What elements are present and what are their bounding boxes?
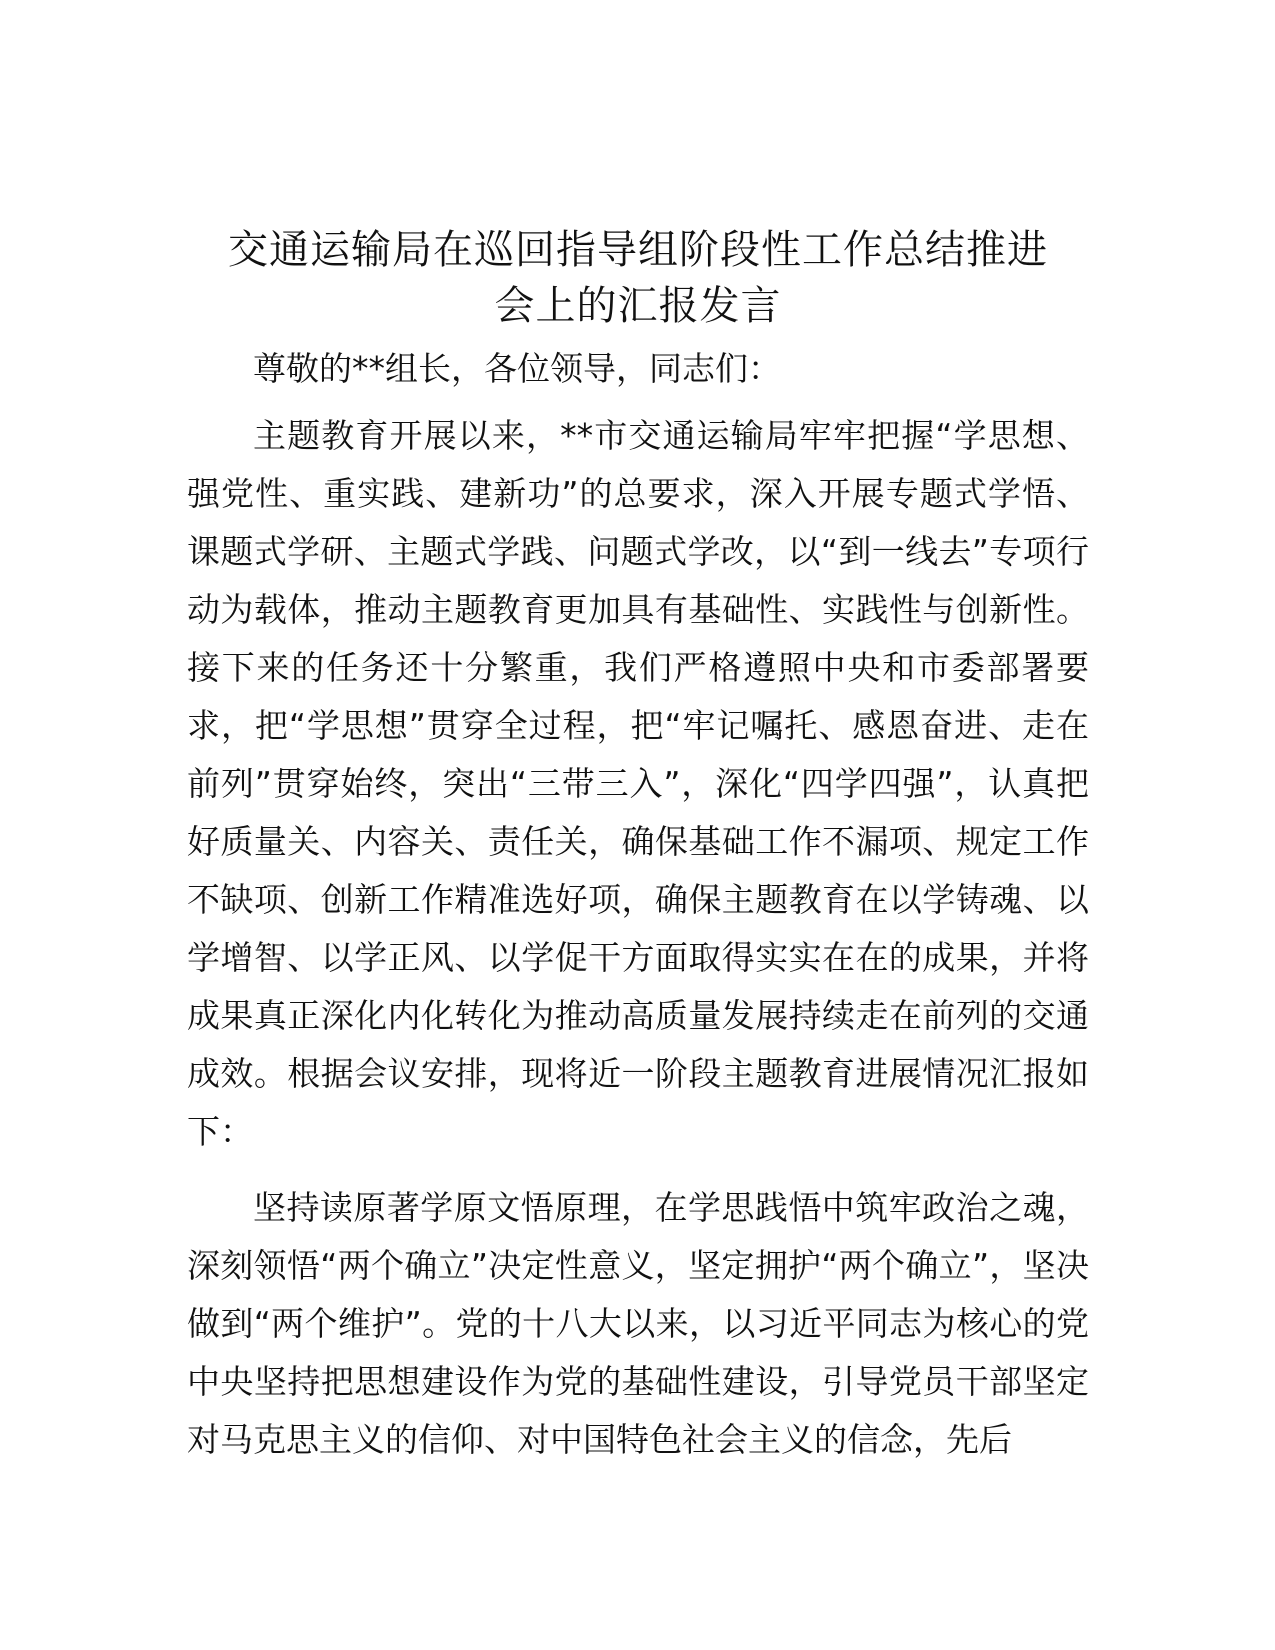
- title-line-2: 会上的汇报发言: [494, 283, 782, 329]
- document-title: [187, 222, 1089, 334]
- salutation: 尊敬的**组长，各位领导，同志们：: [253, 349, 781, 388]
- paragraph-study: 坚持读原著学原文悟原理，在学思践悟中筑牢政治之魂，深刻领悟“两个确立”决定性意义，坚定拥护“两个确立”，坚决做到“两个维护”。党的十八大以来，以习近平同志为核心的党中央坚持把思想建设作为党的基础性建设，引导党员干部坚定对马克思主义的信仰、对中国特色社会主义的信念，先后: [187, 1188, 1089, 1459]
- document-body: [187, 222, 1089, 1487]
- title-line-1: 交通运输局在巡回指导组阶段性工作总结推进: [228, 227, 1048, 273]
- paragraph-intro: 主题教育开展以来，**市交通运输局牢牢把握“学思想、强党性、重实践、建新功”的总要求，深入开展专题式学悟、课题式学研、主题式学践、问题式学改，以“到一线去”专项行动为载体，推动主题教育更加具有基础性、实践性与创新性。接下来的任务还十分繁重，我们严格遵照中央和市委部署要求，把“学思想”贯穿全过程，把“牢记嘱托、感恩奋进、走在前列”贯穿始终，突出“三带三入”，深化“四学四强”，认真把好质量关、内容关、责任关，确保基础工作不漏项、规定工作不缺项、创新工作精准选好项，确保主题教育在以学铸魂、以学增智、以学正风、以学促干方面取得实实在在的成果，并将成果真正深化内化转化为推动高质量发展持续走在前列的交通成效。根据会议安排，现将近一阶段主题教育进展情况汇报如下：: [187, 416, 1089, 1151]
